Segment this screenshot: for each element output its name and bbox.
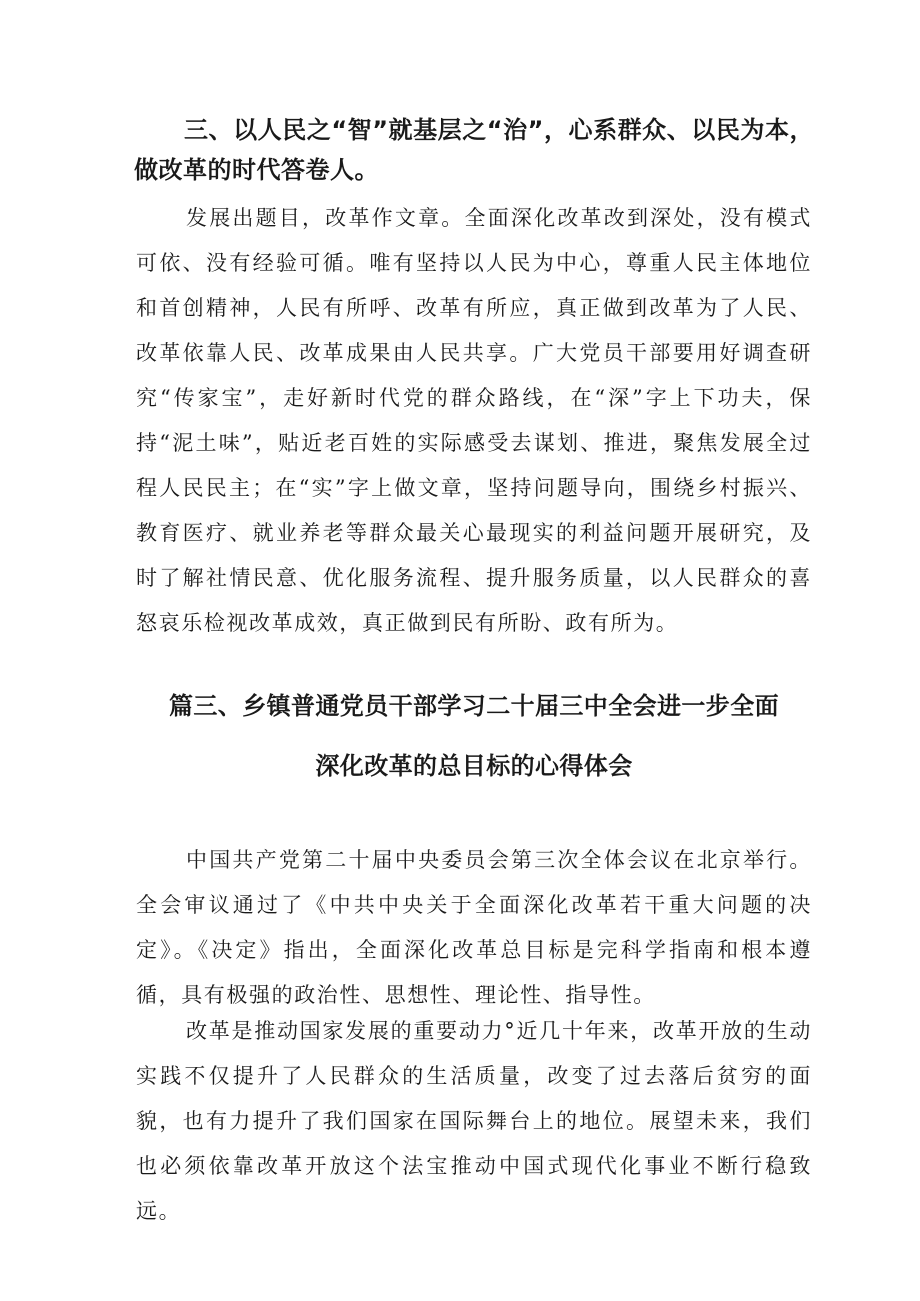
article-title-line: 深化改革的总目标的心得体会 xyxy=(315,752,633,780)
body-paragraph: 发展出题目，改革作文章。全面深化改革改到深处，没有模式可依、没有经验可循。唯有坚持以人民为中心，尊重人民主体地位和首创精神，人民有所呼、改革有所应，真正做到改革为了人民、改革依靠人民、改革成果由人民共享。广大党员干部要用好调查研究“传家宝”，走好新时代党的群众路线，在“深”字上下功夫，保持“泥土味”，贴近老百姓的实际感受去谋划、推进，聚焦发展全过程人民民主；在“实”字上做文章，坚持问题导向，围绕乡村振兴、教育医疗、就业养老等群众最关心最现实的利益问题开展研究，及时了解社情民意、优化服务流程、提升服务质量，以人民群众的喜怒哀乐检视改革成效，真正做到民有所盼、政有所为。 xyxy=(136,206,812,635)
body-paragraph: 改革是推动国家发展的重要动力°近几十年来，改革开放的生动实践不仅提升了人民群众的生活质量，改变了过去落后贫穷的面貌，也有力提升了我们国家在国际舞台上的地位。展望未来，我们也必须依靠改革开放这个法宝推动中国式现代化事业不断行稳致远。 xyxy=(136,1019,812,1223)
section-heading: 三、以人民之“智”就基层之“治”，心系群众、以民为本，做改革的时代答卷人。 xyxy=(134,116,814,184)
article-title xyxy=(136,676,812,796)
article-title-line: 篇三、乡镇普通党员干部学习二十届三中全会进一步全面 xyxy=(169,692,779,720)
body-paragraph: 中国共产党第二十届中央委员会第三次全体会议在北京举行。全会审议通过了《中共中央关于全面深化改革若干重大问题的决定》。《决定》指出，全面深化改革总目标是完科学指南和根本遵循，具有极强的政治性、思想性、理论性、指导性。 xyxy=(136,848,812,1007)
